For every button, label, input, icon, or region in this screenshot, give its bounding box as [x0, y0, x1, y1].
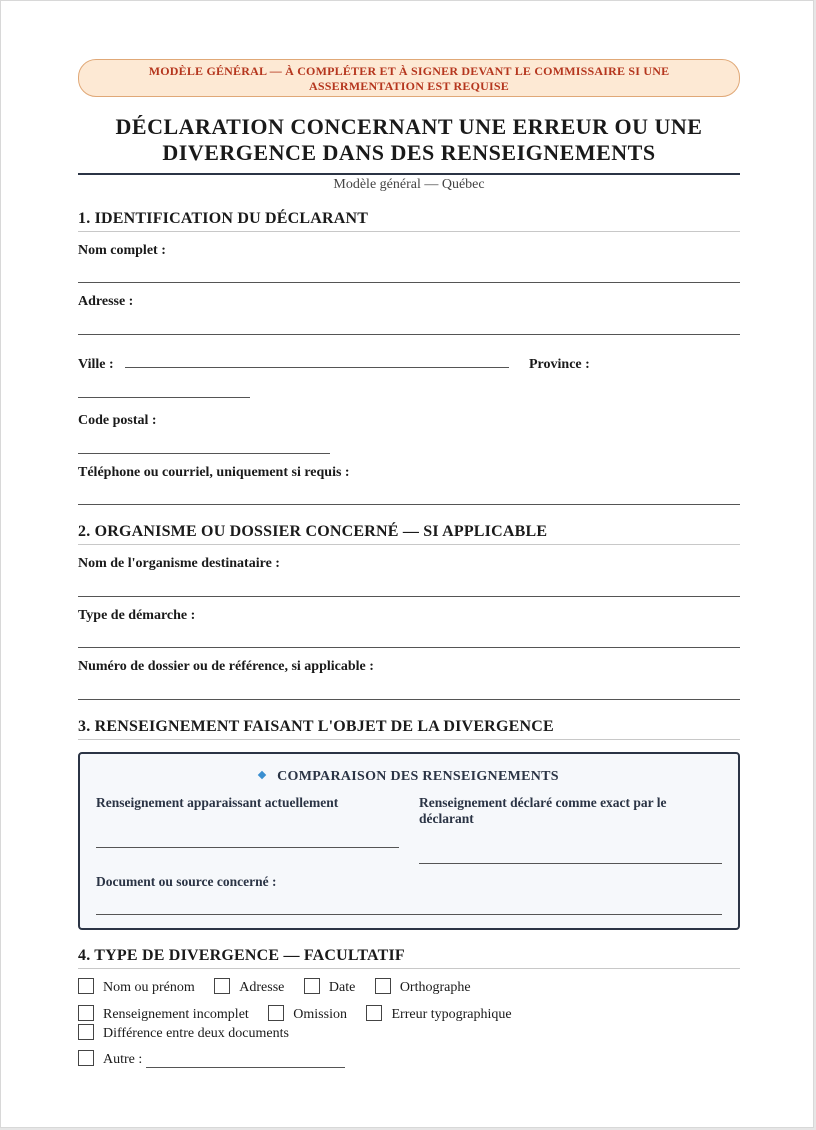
checkbox-address[interactable] [214, 978, 230, 994]
section-4-heading: 4. TYPE DE DIVERGENCE — FACULTATIF [78, 946, 740, 969]
full-name-field[interactable] [78, 282, 740, 283]
option-spelling[interactable] [375, 978, 471, 996]
option-typo-label: Erreur typographique [391, 1007, 512, 1022]
option-omission-label: Omission [293, 1007, 347, 1022]
checkbox-other[interactable] [78, 1050, 94, 1066]
file-number-label: Numéro de dossier ou de référence, si applicable : [78, 659, 374, 674]
option-date-label: Date [328, 980, 356, 995]
option-other-label: Autre : [103, 1052, 143, 1067]
procedure-type-field[interactable] [78, 647, 740, 648]
option-name[interactable] [78, 978, 195, 996]
address-field[interactable] [78, 334, 740, 335]
checkbox-date[interactable] [304, 978, 320, 994]
declared-info-label: Renseignement déclaré comme exact par le déclarant [419, 795, 667, 826]
title-divider [78, 173, 740, 175]
province-field[interactable] [78, 397, 250, 398]
full-name-label: Nom complet : [78, 243, 166, 258]
option-typo[interactable] [366, 1005, 511, 1023]
checkbox-spelling[interactable] [375, 978, 391, 994]
option-spelling-label: Orthographe [399, 980, 471, 995]
postal-code-field[interactable] [78, 453, 330, 454]
option-incomplete-label: Renseignement incomplet [103, 1007, 249, 1022]
document-source-label: Document ou source concerné : [96, 874, 277, 889]
option-address-label: Adresse [239, 980, 285, 995]
option-doc-difference-label: Différence entre deux documents [103, 1026, 289, 1041]
contact-field[interactable] [78, 504, 740, 505]
form-content [78, 59, 740, 1067]
city-label: Ville : [78, 357, 114, 372]
document-title: DÉCLARATION CONCERNANT UNE ERREUR OU UNE DIVERGENCE DANS DES RENSEIGNEMENTS [115, 114, 703, 165]
divergence-row-other [78, 1050, 158, 1068]
file-number-field[interactable] [78, 699, 740, 700]
comparison-title [80, 769, 738, 785]
province-label: Province : [529, 357, 590, 372]
checkbox-omission[interactable] [268, 1005, 284, 1021]
procedure-type-label: Type de démarche : [78, 608, 196, 623]
comparison-box [78, 752, 740, 930]
divergence-row-2 [78, 1005, 528, 1023]
organization-field[interactable] [78, 596, 740, 597]
option-omission[interactable] [268, 1005, 347, 1023]
divergence-row-1 [78, 978, 487, 996]
document-subtitle: Modèle général — Québec [333, 177, 485, 192]
section-2-heading: 2. ORGANISME OU DOSSIER CONCERNÉ — SI APPLICABLE [78, 522, 740, 545]
contact-label: Téléphone ou courriel, uniquement si requis : [78, 465, 350, 480]
checkbox-incomplete[interactable] [78, 1005, 94, 1021]
option-name-label: Nom ou prénom [103, 980, 195, 995]
other-field[interactable] [146, 1067, 345, 1068]
divergence-row-3 [78, 1024, 305, 1042]
section-1-heading: 1. IDENTIFICATION DU DÉCLARANT [78, 209, 740, 232]
checkbox-typo[interactable] [366, 1005, 382, 1021]
comparison-title-text: COMPARAISON DES RENSEIGNEMENTS [277, 769, 559, 784]
city-field[interactable] [125, 367, 509, 368]
option-date[interactable] [304, 978, 355, 996]
checkbox-name[interactable] [78, 978, 94, 994]
option-address[interactable] [214, 978, 284, 996]
option-other[interactable] [78, 1050, 142, 1068]
current-info-field[interactable] [96, 847, 399, 848]
declared-info-field[interactable] [419, 863, 722, 864]
option-doc-difference[interactable] [78, 1024, 289, 1042]
current-info-label: Renseignement apparaissant actuellement [96, 795, 339, 810]
section-3-heading: 3. RENSEIGNEMENT FAISANT L'OBJET DE LA DIVERGENCE [78, 717, 740, 740]
option-incomplete[interactable] [78, 1005, 249, 1023]
document-source-field[interactable] [96, 914, 722, 915]
diamond-icon [258, 771, 266, 779]
checkbox-doc-difference[interactable] [78, 1024, 94, 1040]
postal-code-label: Code postal : [78, 413, 157, 428]
notice-banner: MODÈLE GÉNÉRAL — À COMPLÉTER ET À SIGNER DEVANT LE COMMISSAIRE SI UNE ASSERMENTATION EST REQUISE [78, 59, 740, 97]
address-label: Adresse : [78, 294, 134, 309]
organization-label: Nom de l'organisme destinataire : [78, 556, 280, 571]
